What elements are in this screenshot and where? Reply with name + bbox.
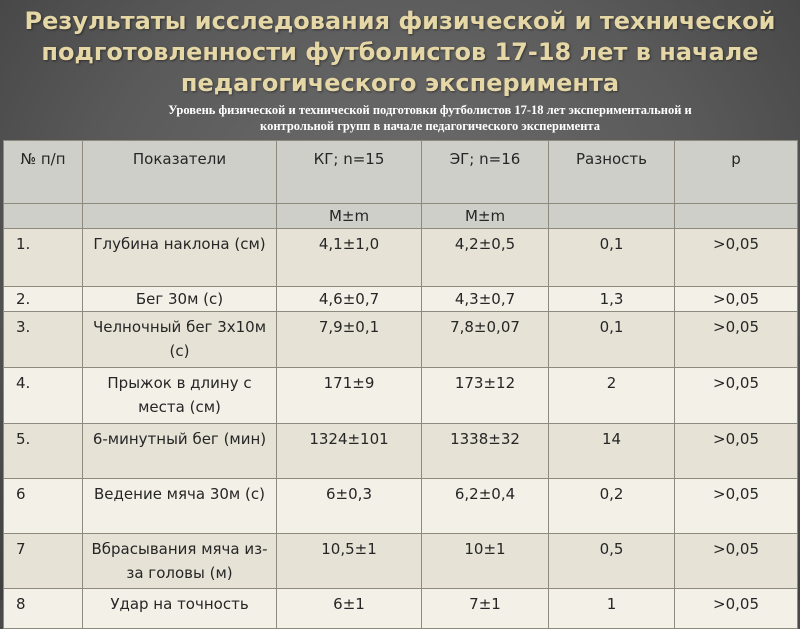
cell-p: >0,05 — [675, 312, 798, 368]
cell-diff: 0,2 — [549, 479, 675, 534]
cell-num: 8 — [4, 589, 83, 629]
table-row — [4, 287, 798, 312]
cell-num: 5. — [4, 424, 83, 479]
cell-p: >0,05 — [675, 424, 798, 479]
cell-num: 1. — [4, 229, 83, 287]
table-subheader-row — [4, 204, 798, 229]
cell-num: 7 — [4, 534, 83, 589]
cell-indicator: Бег 30м (с) — [83, 287, 277, 312]
cell-p: >0,05 — [675, 534, 798, 589]
cell-kg: 7,9±0,1 — [277, 312, 422, 368]
table-row — [4, 312, 798, 368]
cell-eg: 7±1 — [422, 589, 549, 629]
cell-indicator: Челночный бег 3х10м (с) — [83, 312, 277, 368]
cell-num: 6 — [4, 479, 83, 534]
cell-kg: 1324±101 — [277, 424, 422, 479]
subheader-empty — [549, 204, 675, 229]
slide-title — [20, 6, 780, 99]
cell-eg: 1338±32 — [422, 424, 549, 479]
cell-p: >0,05 — [675, 287, 798, 312]
cell-eg: 4,2±0,5 — [422, 229, 549, 287]
table-caption — [80, 102, 780, 134]
cell-eg: 10±1 — [422, 534, 549, 589]
cell-diff: 1 — [549, 589, 675, 629]
table-row — [4, 368, 798, 424]
cell-diff: 0,1 — [549, 312, 675, 368]
cell-kg: 4,1±1,0 — [277, 229, 422, 287]
cell-indicator: Глубина наклона (см) — [83, 229, 277, 287]
cell-diff: 1,3 — [549, 287, 675, 312]
table-row — [4, 424, 798, 479]
caption-line: контрольной групп в начале педагогического эксперимента — [260, 119, 600, 133]
cell-num: 3. — [4, 312, 83, 368]
cell-indicator: Удар на точность — [83, 589, 277, 629]
cell-num: 4. — [4, 368, 83, 424]
cell-p: >0,05 — [675, 479, 798, 534]
table-header-row — [4, 141, 798, 204]
cell-diff: 2 — [549, 368, 675, 424]
results-table-container — [3, 140, 797, 613]
cell-kg: 4,6±0,7 — [277, 287, 422, 312]
cell-num: 2. — [4, 287, 83, 312]
cell-eg: 173±12 — [422, 368, 549, 424]
cell-kg: 6±0,3 — [277, 479, 422, 534]
header-p: p — [675, 141, 798, 204]
header-kg: КГ; n=15 — [277, 141, 422, 204]
header-diff: Разность — [549, 141, 675, 204]
title-line: подготовленности футболистов 17-18 лет в начале — [41, 38, 759, 66]
header-indicator: Показатели — [83, 141, 277, 204]
subheader-kg: M±m — [277, 204, 422, 229]
table-row — [4, 534, 798, 589]
cell-indicator: 6-минутный бег (мин) — [83, 424, 277, 479]
cell-diff: 0,5 — [549, 534, 675, 589]
table-row — [4, 229, 798, 287]
header-num: № п/п — [4, 141, 83, 204]
cell-eg: 7,8±0,07 — [422, 312, 549, 368]
table-row — [4, 589, 798, 629]
cell-kg: 10,5±1 — [277, 534, 422, 589]
cell-diff: 0,1 — [549, 229, 675, 287]
cell-p: >0,05 — [675, 368, 798, 424]
cell-eg: 6,2±0,4 — [422, 479, 549, 534]
subheader-empty — [83, 204, 277, 229]
subheader-empty — [4, 204, 83, 229]
results-table — [3, 140, 798, 629]
cell-indicator: Вбрасывания мяча из-за головы (м) — [83, 534, 277, 589]
cell-indicator: Ведение мяча 30м (с) — [83, 479, 277, 534]
title-line: педагогического эксперимента — [180, 69, 620, 97]
subheader-eg: M±m — [422, 204, 549, 229]
caption-line: Уровень физической и технической подготовки футболистов 17-18 лет экспериментальной и — [168, 103, 692, 117]
cell-indicator: Прыжок в длину с места (см) — [83, 368, 277, 424]
table-row — [4, 479, 798, 534]
cell-eg: 4,3±0,7 — [422, 287, 549, 312]
subheader-empty — [675, 204, 798, 229]
cell-kg: 171±9 — [277, 368, 422, 424]
cell-p: >0,05 — [675, 589, 798, 629]
cell-kg: 6±1 — [277, 589, 422, 629]
title-line: Результаты исследования физической и технической — [24, 7, 776, 35]
cell-p: >0,05 — [675, 229, 798, 287]
cell-diff: 14 — [549, 424, 675, 479]
header-eg: ЭГ; n=16 — [422, 141, 549, 204]
